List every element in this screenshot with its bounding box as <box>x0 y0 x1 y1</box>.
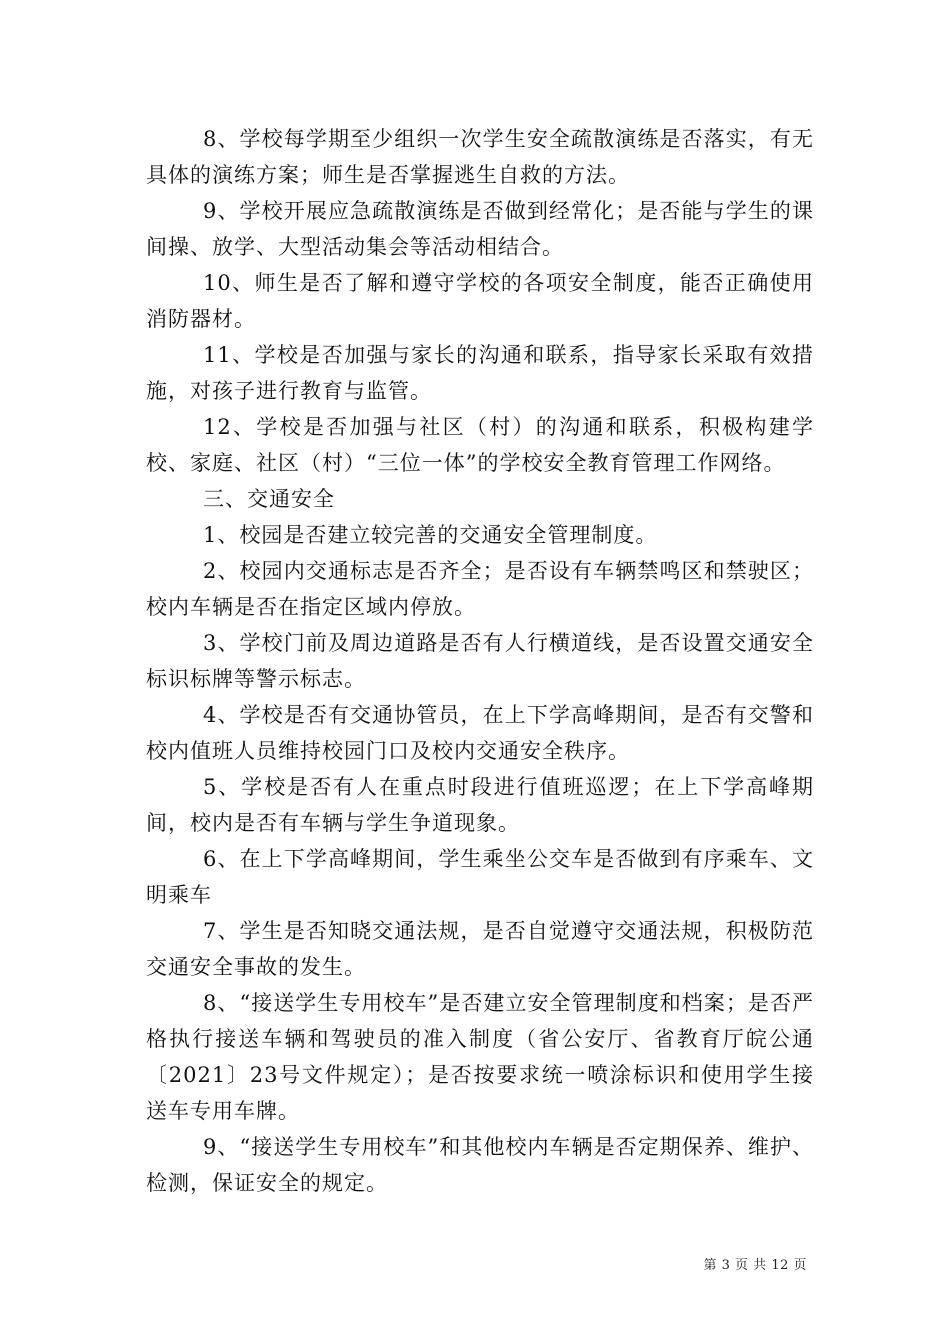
section-heading: 三、交通安全 <box>203 487 335 511</box>
page-number-footer: 第 3 页 共 12 页 <box>703 1258 807 1273</box>
document-body <box>146 121 814 1201</box>
paragraph: 9、“接送学生专用校车”和其他校内车辆是否定期保养、维护、检测，保证安全的规定。 <box>146 1135 814 1195</box>
paragraph: 5、学校是否有人在重点时段进行值班巡逻；在上下学高峰期间，校内是否有车辆与学生争道现象。 <box>146 775 814 835</box>
paragraph: 9、学校开展应急疏散演练是否做到经常化；是否能与学生的课间操、放学、大型活动集会等活动相结合。 <box>146 199 814 259</box>
paragraph: 12、学校是否加强与社区（村）的沟通和联系，积极构建学校、家庭、社区（村）“三位一体”的学校安全教育管理工作网络。 <box>146 415 814 475</box>
paragraph: 11、学校是否加强与家长的沟通和联系，指导家长采取有效措施，对孩子进行教育与监管。 <box>146 343 814 403</box>
paragraph: 10、师生是否了解和遵守学校的各项安全制度，能否正确使用消防器材。 <box>146 271 814 331</box>
paragraph: 7、学生是否知晓交通法规，是否自觉遵守交通法规，积极防范交通安全事故的发生。 <box>146 919 814 979</box>
paragraph: 8、“接送学生专用校车”是否建立安全管理制度和档案；是否严格执行接送车辆和驾驶员的准入制度（省公安厅、省教育厅皖公通〔2021〕23号文件规定）；是否按要求统一喷涂标识和使用学生接送车专用车牌。 <box>146 991 814 1123</box>
paragraph: 8、学校每学期至少组织一次学生安全疏散演练是否落实，有无具体的演练方案；师生是否掌握逃生自救的方法。 <box>146 127 814 187</box>
paragraph: 2、校园内交通标志是否齐全；是否设有车辆禁鸣区和禁驶区；校内车辆是否在指定区域内停放。 <box>146 559 814 619</box>
paragraph: 6、在上下学高峰期间，学生乘坐公交车是否做到有序乘车、文明乘车 <box>146 847 814 907</box>
paragraph: 4、学校是否有交通协管员，在上下学高峰期间，是否有交警和校内值班人员维持校园门口及校内交通安全秩序。 <box>146 703 814 763</box>
paragraph: 1、校园是否建立较完善的交通安全管理制度。 <box>203 523 658 547</box>
paragraph: 3、学校门前及周边道路是否有人行横道线，是否设置交通安全标识标牌等警示标志。 <box>146 631 814 691</box>
